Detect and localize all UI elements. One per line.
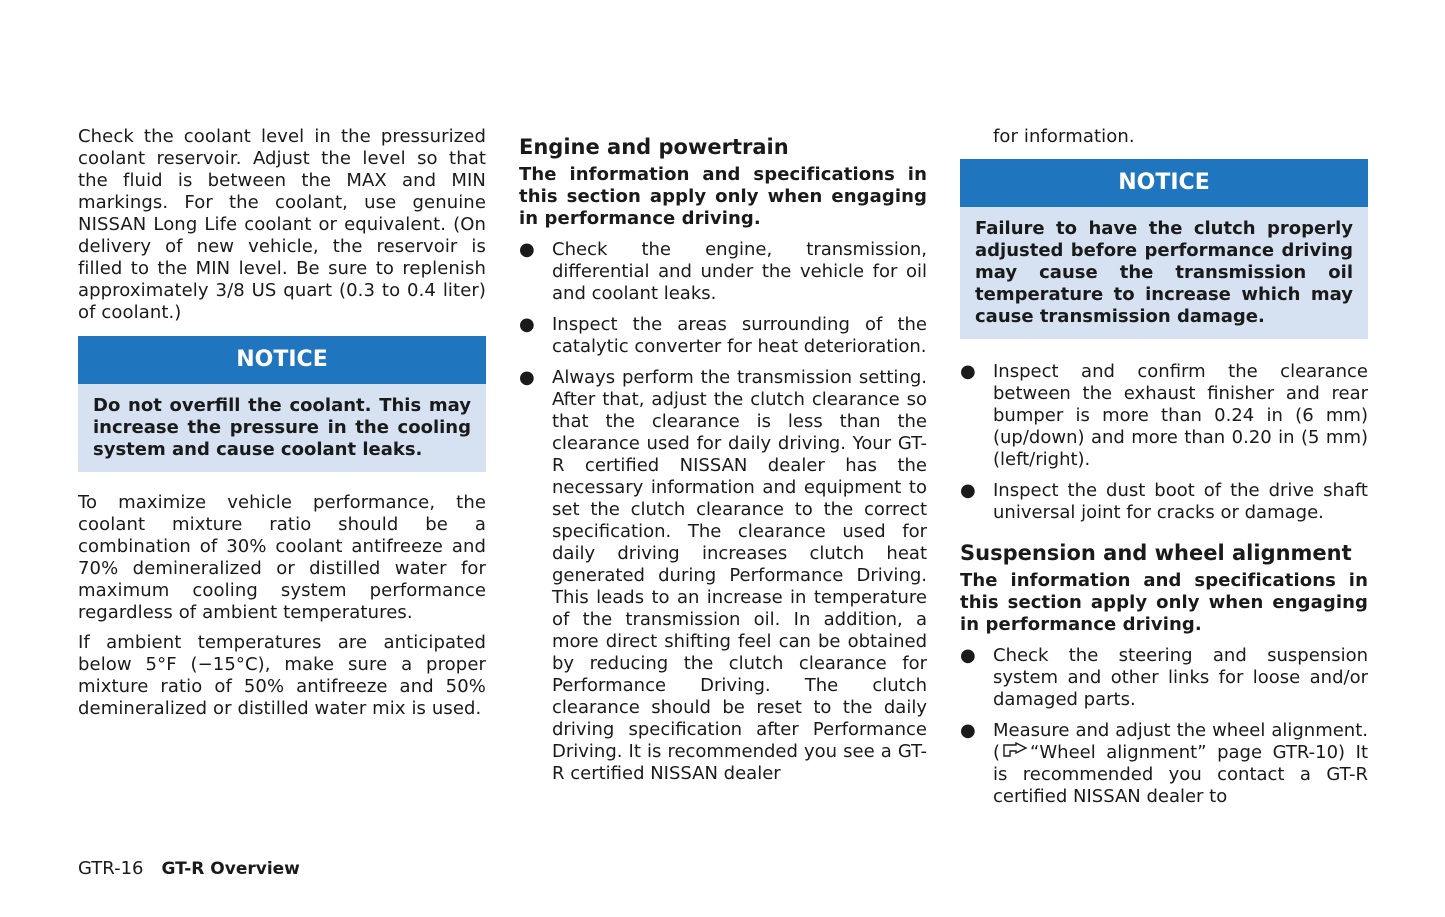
section-lead-engine: The information and specifications in this section apply only when engaging in performance driving. bbox=[519, 164, 927, 229]
list-item: ● Inspect the dust boot of the drive shaft universal joint for cracks or damage. bbox=[960, 480, 1368, 523]
ambient-temperature-paragraph: If ambient temperatures are anticipated below 5°F (−15°C), make sure a proper mixture ratio of 50% antifreeze and 50% demineralized or distilled water mix is used. bbox=[78, 632, 486, 719]
list-item: ● Check the steering and suspension system and other links for loose and/or damaged parts. bbox=[960, 645, 1368, 710]
column-left bbox=[78, 126, 486, 720]
engine-checklist bbox=[519, 239, 927, 785]
column-right bbox=[960, 126, 1368, 808]
notice-title: NOTICE bbox=[960, 159, 1368, 207]
list-item: ● Inspect the areas surrounding of the catalytic converter for heat deterioration. bbox=[519, 314, 927, 357]
list-item: ● Check the engine, transmission, differential and under the vehicle for oil and coolant leaks. bbox=[519, 239, 927, 304]
continuation-text: for information. bbox=[993, 126, 1135, 147]
list-item: ● Always perform the transmission setting. After that, adjust the clutch clearance so that the clearance is less than the clearance used for daily driving. Your GT-R certified NISSAN dealer has the necessary information and equipment to set the clutch clearance to the correct specification. The clearance used for daily driving increases clutch heat generated during Performance Driving. This leads to an increase in temperature of the transmission oil. In addition, a more direct shifting feel can be obtained by reducing the clutch clearance for Performance Driving. The clutch clearance should be reset to the daily driving specification after Performance Driving. It is recommended you see a GT-R certified NISSAN dealer bbox=[519, 367, 927, 784]
coolant-mixture-paragraph: To maximize vehicle performance, the coolant mixture ratio should be a combination of 30% coolant antifreeze and 70% demineralized or distilled water for maximum cooling system performance regardless of ambient temperatures. bbox=[78, 492, 486, 623]
bullet-icon: ● bbox=[960, 720, 976, 741]
page-footer bbox=[78, 858, 300, 880]
notice-box-clutch bbox=[960, 159, 1368, 339]
notice-text: Failure to have the clutch properly adjusted before performance driving may cause the transmission oil temperature to increase which may cause transmission damage. bbox=[960, 207, 1368, 339]
section-heading-suspension: Suspension and wheel alignment bbox=[960, 541, 1352, 565]
bullet-icon: ● bbox=[960, 480, 976, 501]
chapter-title: GT-R Overview bbox=[161, 859, 300, 879]
bullet-icon: ● bbox=[519, 367, 535, 388]
notice-title: NOTICE bbox=[78, 336, 486, 384]
section-heading-engine: Engine and powertrain bbox=[519, 135, 789, 159]
coolant-check-paragraph: Check the coolant level in the pressurized coolant reservoir. Adjust the level so that the fluid is between the MAX and MIN markings. For the coolant, use genuine NISSAN Long Life coolant or equivalent. (On delivery of new vehicle, the reservoir is filled to the MIN level. Be sure to replenish approximately 3/8 US quart (0.3 to 0.4 liter) of coolant.) bbox=[78, 126, 486, 323]
column-middle bbox=[519, 126, 927, 785]
bullet-icon: ● bbox=[519, 314, 535, 335]
reference-arrow-icon bbox=[1000, 742, 1030, 764]
bullet-icon: ● bbox=[960, 361, 976, 382]
page-number: GTR-16 bbox=[78, 858, 144, 879]
clearance-checklist bbox=[960, 361, 1368, 524]
list-item: ● Inspect and confirm the clearance between the exhaust finisher and rear bumper is more than 0.24 in (6 mm) (up/down) and more than 0.20 in (5 mm) (left/right). bbox=[960, 361, 1368, 470]
section-lead-suspension: The information and specifications in this section apply only when engaging in performance driving. bbox=[960, 570, 1368, 635]
suspension-checklist bbox=[960, 645, 1368, 808]
bullet-icon: ● bbox=[960, 645, 976, 666]
notice-text: Do not overfill the coolant. This may increase the pressure in the cooling system and cause coolant leaks. bbox=[78, 384, 486, 472]
bullet-icon: ● bbox=[519, 239, 535, 260]
notice-box-coolant bbox=[78, 336, 486, 472]
list-item: ● Measure and adjust the wheel alignment. ( “Wheel alignment” page GTR-10) It is recommended you contact a GT-R certified NISSAN dealer to bbox=[960, 720, 1368, 807]
